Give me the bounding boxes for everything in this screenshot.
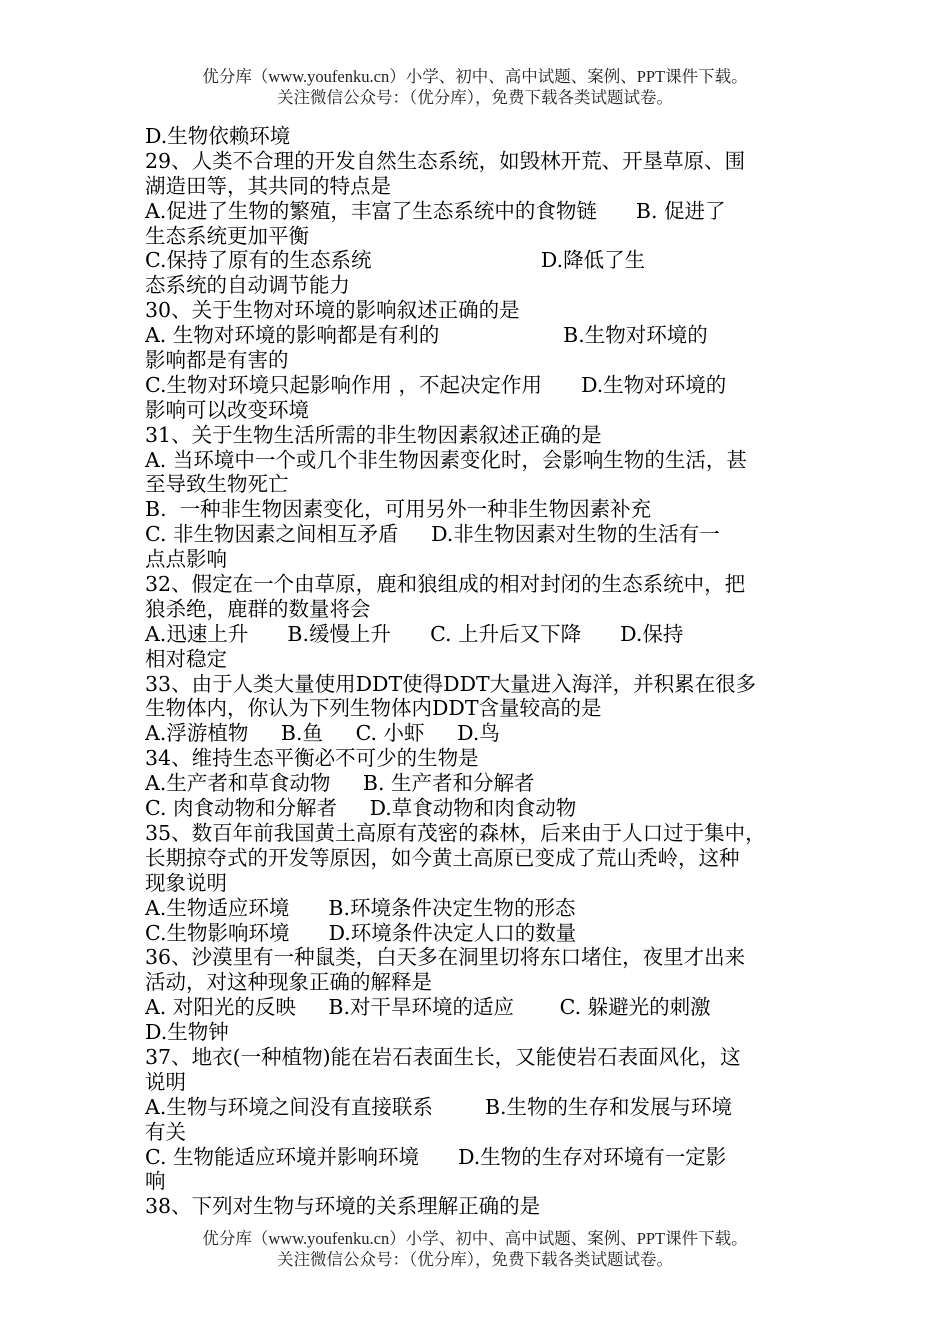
text-line: C. 非生物因素之间相互矛盾 D.非生物因素对生物的生活有一 <box>145 522 720 547</box>
page-header <box>0 66 950 108</box>
header-line-1: 优分库（www.youfenku.cn）小学、初中、高中试题、案例、PPT课件下载。 <box>202 67 748 86</box>
text-line: 36、沙漠里有一种鼠类，白天多在洞里切将东口堵住，夜里才出来 <box>145 945 746 970</box>
text-line: A.促进了生物的繁殖，丰富了生态系统中的食物链 B. 促进了 <box>145 198 726 223</box>
text-line: 活动，对这种现象正确的解释是 <box>145 970 432 995</box>
text-line: 38、下列对生物与环境的关系理解正确的是 <box>145 1194 541 1219</box>
text-line: 相对稳定 <box>145 646 227 671</box>
text-line: 有关 <box>145 1119 186 1144</box>
text-line: A.浮游植物 B.鱼 C. 小虾 D.鸟 <box>145 721 500 746</box>
text-line: D.生物钟 <box>145 1020 229 1045</box>
question-body <box>145 124 815 1219</box>
text-line: C.生物影响环境 D.环境条件决定人口的数量 <box>145 920 577 945</box>
text-line: A. 对阳光的反映 B.对干旱环境的适应 C. 躲避光的刺激 <box>145 995 711 1020</box>
text-line: 生物体内，你认为下列生物体内DDT含量较高的是 <box>145 696 602 721</box>
text-line: C.保持了原有的生态系统 D.降低了生 <box>145 248 646 273</box>
text-line: 生态系统更加平衡 <box>145 223 309 248</box>
page-footer <box>0 1228 950 1270</box>
header-line-2: 关注微信公众号：（优分库），免费下载各类试题试卷。 <box>277 88 673 107</box>
text-line: 35、数百年前我国黄土高原有茂密的森林，后来由于人口过于集中， <box>145 820 766 845</box>
text-line: 33、由于人类大量使用DDT使得DDT大量进入海洋，并积累在很多 <box>145 671 757 696</box>
footer-line-1: 优分库（www.youfenku.cn）小学、初中、高中试题、案例、PPT课件下载。 <box>202 1229 748 1248</box>
text-line: 34、维持生态平衡必不可少的生物是 <box>145 746 479 771</box>
text-line: C. 生物能适应环境并影响环境 D.生物的生存对环境有一定影 <box>145 1144 727 1169</box>
text-line: 点点影响 <box>145 547 227 572</box>
text-line: 现象说明 <box>145 870 227 895</box>
text-line: C. 肉食动物和分解者 D.草食动物和肉食动物 <box>145 796 577 821</box>
text-line: A.生物适应环境 B.环境条件决定生物的形态 <box>145 895 576 920</box>
text-line: 32、假定在一个由草原，鹿和狼组成的相对封闭的生态系统中，把 <box>145 572 746 597</box>
text-line: A. 生物对环境的影响都是有利的 B.生物对环境的 <box>145 323 708 348</box>
text-line: 影响都是有害的 <box>145 348 289 373</box>
text-line: 31、关于生物生活所需的非生物因素叙述正确的是 <box>145 422 602 447</box>
text-line: A.迅速上升 B.缓慢上升 C. 上升后又下降 D.保持 <box>145 621 684 646</box>
text-line: B. 一种非生物因素变化，可用另外一种非生物因素补充 <box>145 497 652 522</box>
text-line: 说明 <box>145 1069 186 1094</box>
text-line: A.生产者和草食动物 B. 生产者和分解者 <box>145 771 535 796</box>
text-line: 影响可以改变环境 <box>145 397 309 422</box>
text-line: 29、人类不合理的开发自然生态系统，如毁林开荒、开垦草原、围 <box>145 148 746 173</box>
text-line: A.生物与环境之间没有直接联系 B.生物的生存和发展与环境 <box>145 1094 733 1119</box>
text-line: 37、地衣(一种植物)能在岩石表面生长，又能使岩石表面风化，这 <box>145 1044 741 1069</box>
text-line: 狼杀绝，鹿群的数量将会 <box>145 596 371 621</box>
text-line: 湖造田等，其共同的特点是 <box>145 173 391 198</box>
text-line: 态系统的自动调节能力 <box>145 273 350 298</box>
text-line: 30、关于生物对环境的影响叙述正确的是 <box>145 298 520 323</box>
text-line: C.生物对环境只起影响作用 ，不起决定作用 D.生物对环境的 <box>145 372 727 397</box>
text-line: D.生物依赖环境 <box>145 124 291 148</box>
footer-line-2: 关注微信公众号：（优分库），免费下载各类试题试卷。 <box>277 1250 673 1269</box>
text-line: A. 当环境中一个或几个非生物因素变化时，会影响生物的生活，甚 <box>145 447 747 472</box>
text-line: 至导致生物死亡 <box>145 472 289 497</box>
text-line: 长期掠夺式的开发等原因，如今黄土高原已变成了荒山秃岭，这种 <box>145 845 740 870</box>
text-line: 响 <box>145 1169 166 1194</box>
